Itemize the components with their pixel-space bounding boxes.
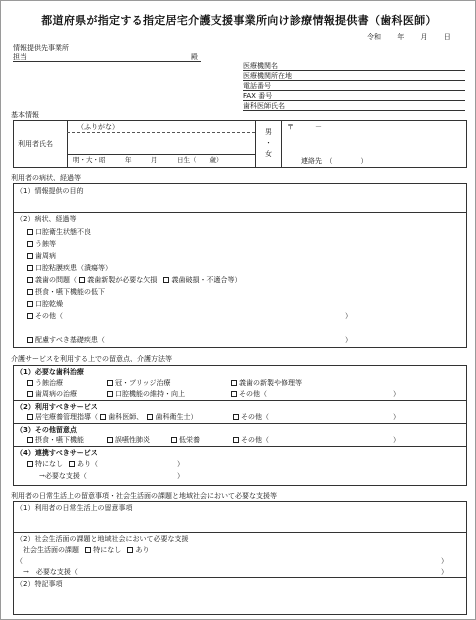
provider-phone: 電話番号	[243, 82, 465, 91]
close-paren: ）	[393, 436, 400, 444]
notes-option: 低栄養	[171, 436, 200, 444]
checkbox-icon[interactable]	[79, 277, 85, 283]
open-paren: （	[16, 557, 23, 565]
service-option: その他（	[233, 413, 269, 421]
checkbox-icon[interactable]	[27, 313, 33, 319]
remarks-label: （2）特記事項	[16, 580, 63, 588]
checkbox-icon[interactable]	[107, 380, 113, 386]
linked-support: →必要な支援（	[39, 472, 87, 480]
linked-service-title: （4）連携すべきサービス	[16, 449, 98, 457]
checkbox-icon[interactable]	[100, 414, 106, 420]
daily-life-section-heading: 利用者の日常生活上の留意事項・社会生活面の課題と地域社会において必要な支援等	[11, 492, 277, 500]
checkbox-icon[interactable]	[231, 391, 237, 397]
contact-phone: 連絡先 （ ）	[301, 157, 368, 165]
list-item: 口腔乾燥	[27, 300, 63, 308]
linked-yes: あり（	[69, 460, 98, 468]
provider-dentist: 歯科医師氏名	[243, 102, 465, 111]
provider-address: 医療機関所在地	[243, 72, 465, 81]
checkbox-icon[interactable]	[27, 301, 33, 307]
sex-separator: ・	[265, 139, 272, 147]
checkbox-icon[interactable]	[163, 277, 169, 283]
purpose-label: （1）情報提供の目的	[16, 187, 84, 195]
checkbox-icon[interactable]	[27, 277, 33, 283]
close-paren: ）	[393, 413, 400, 421]
provider-institution: 医療機関名	[243, 62, 465, 71]
checkbox-icon[interactable]	[27, 265, 33, 271]
list-item: 歯周病	[27, 252, 56, 260]
checkbox-icon[interactable]	[69, 461, 75, 467]
close-paren: ）	[441, 557, 448, 565]
checkbox-icon[interactable]	[107, 437, 113, 443]
notes-option: その他（	[233, 436, 269, 444]
service-option: 居宅療養管理指導（ 歯科医師、 歯科衛生士）	[27, 413, 197, 421]
treatment-option: 義歯の新製や修理等	[231, 379, 302, 387]
daily-life-label: （1）利用者の日常生活上の留意事項	[16, 504, 133, 512]
recipient-person-line: 担当 殿	[13, 53, 201, 62]
service-title: （2）利用すべきサービス	[16, 403, 98, 411]
checkbox-icon[interactable]	[233, 437, 239, 443]
recipient-office-label: 情報提供先事業所	[13, 44, 69, 52]
checkbox-icon[interactable]	[233, 414, 239, 420]
treatment-option: 冠・ブリッジ治療	[107, 379, 170, 387]
sex-male: 男	[265, 128, 272, 136]
checkbox-icon[interactable]	[27, 437, 33, 443]
condition-section-heading: 利用者の病状、経過等	[11, 174, 81, 182]
close-paren: ）	[177, 460, 184, 468]
checkbox-icon[interactable]	[27, 391, 33, 397]
treatment-option: 歯周病の治療	[27, 390, 77, 398]
linked-none: 特になし	[27, 460, 63, 468]
other-close-paren: ）	[345, 312, 352, 320]
treatment-option: う蝕治療	[27, 379, 63, 387]
list-item: 義歯の問題（ 義歯新製が必要な欠損 義歯破損・不適合等）	[27, 276, 241, 284]
document-title: 都道府県が指定する指定居宅介護支援事業所向け診療情報提供書（歯科医師）	[41, 14, 437, 27]
date-line: 令和 年 月 日	[367, 33, 451, 41]
list-item: 口腔衛生状態不良	[27, 228, 91, 236]
close-paren: ）	[393, 390, 400, 398]
checkbox-icon[interactable]	[27, 380, 33, 386]
checkbox-icon[interactable]	[231, 380, 237, 386]
checkbox-icon[interactable]	[147, 414, 153, 420]
social-label: （2）社会生活面の課題と地域社会において必要な支援	[16, 535, 189, 543]
dental-treatment-title: （1）必要な歯科治療	[16, 368, 84, 376]
checkbox-icon[interactable]	[27, 253, 33, 259]
checkbox-icon[interactable]	[85, 547, 91, 553]
provider-fax: FAX 番号	[243, 92, 465, 101]
checkbox-icon[interactable]	[27, 414, 33, 420]
list-item: う蝕等	[27, 240, 56, 248]
close-paren: ）	[441, 568, 448, 576]
checkbox-icon[interactable]	[27, 241, 33, 247]
checkbox-icon[interactable]	[27, 229, 33, 235]
social-support: → 必要な支援（	[23, 568, 78, 576]
checkbox-icon[interactable]	[27, 337, 33, 343]
postal-code: 〒 －	[287, 123, 322, 131]
close-paren: ）	[177, 472, 184, 480]
disease-close-paren: ）	[345, 336, 352, 344]
notes-option: 摂食・嚥下機能	[27, 436, 84, 444]
basic-info-heading: 基本情報	[11, 111, 39, 119]
remarks-box	[13, 577, 467, 615]
checkbox-icon[interactable]	[27, 289, 33, 295]
underlying-disease: 配慮すべき基礎疾患（	[27, 336, 105, 344]
checkbox-icon[interactable]	[27, 461, 33, 467]
list-item: 口腔粘膜疾患（潰瘍等）	[27, 264, 112, 272]
condition-label: （2）病状、経過等	[16, 215, 77, 223]
care-section-heading: 介護サービスを利用する上での留意点、介護方法等	[11, 355, 172, 363]
list-item: その他（	[27, 312, 63, 320]
treatment-option: 口腔機能の維持・向上	[107, 390, 185, 398]
checkbox-icon[interactable]	[107, 391, 113, 397]
user-name-label: 利用者氏名	[18, 140, 53, 148]
sex-female: 女	[265, 150, 272, 158]
checkbox-icon[interactable]	[127, 547, 133, 553]
social-issues-row: 社会生活面の課題 特になし あり	[23, 546, 150, 554]
list-item: 摂食・嚥下機能の低下	[27, 288, 105, 296]
notes-title: （3）その他留意点	[16, 426, 77, 434]
date-of-birth: 明・大・昭 年 月 日生（ 歳）	[73, 156, 223, 164]
checkbox-icon[interactable]	[171, 437, 177, 443]
furigana-label: （ふりがな）	[77, 123, 119, 131]
treatment-option: その他（	[231, 390, 267, 398]
notes-option: 誤嚥性肺炎	[107, 436, 150, 444]
